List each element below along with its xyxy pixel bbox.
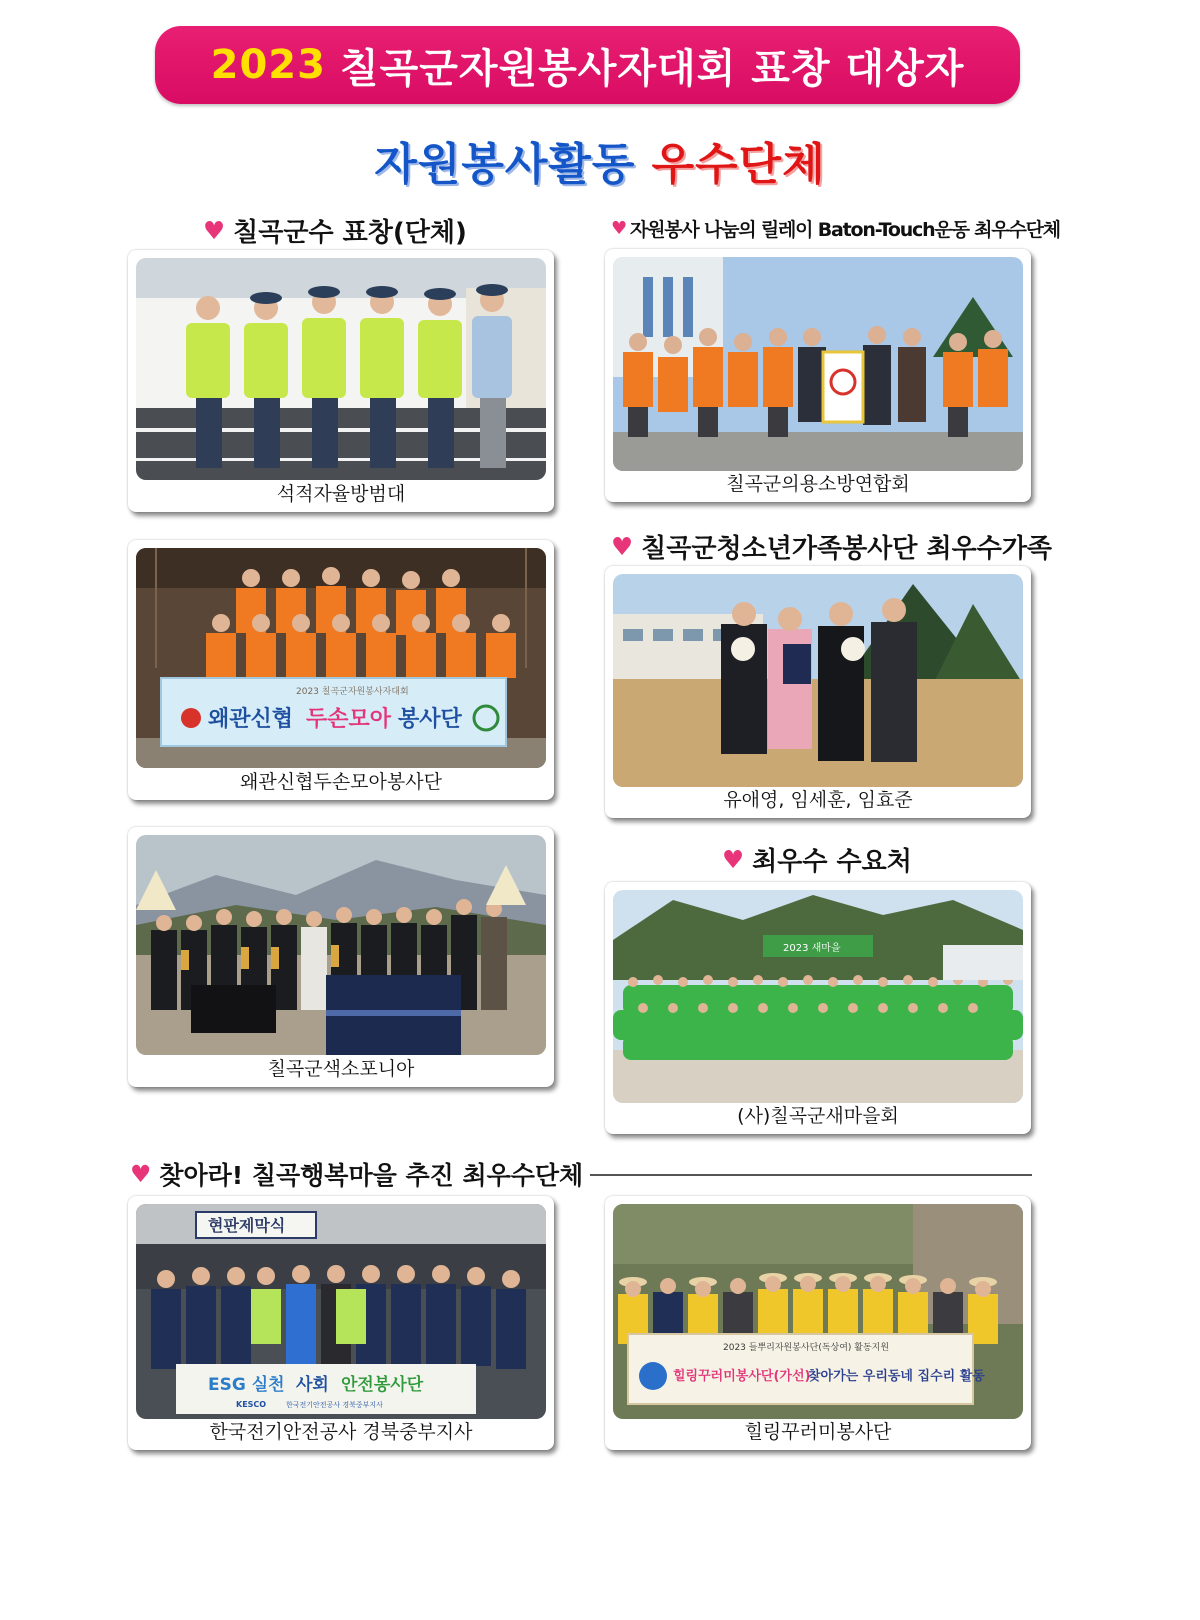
heart-icon: ♥	[611, 532, 634, 561]
group-photo	[613, 1204, 1023, 1419]
banner-text-2: 두손모아	[306, 707, 392, 732]
banner-text-3: 봉사단	[398, 707, 462, 732]
banner-text-1: 왜관신협	[208, 707, 294, 732]
heart-icon: ♥	[130, 1160, 152, 1188]
title-year: 2023	[210, 42, 326, 88]
heading-youth-family	[611, 528, 1052, 565]
banner-text-2: 찾아가는 우리동네 집수리 활동	[808, 1369, 985, 1384]
kesco-org: 한국전기안전공사 경북중부지사	[286, 1401, 383, 1409]
photo-card	[128, 250, 554, 512]
heading-county-award	[203, 212, 467, 249]
photo-caption: 석적자율방범대	[276, 483, 406, 505]
photo-caption: 한국전기안전공사 경북중부지사	[209, 1421, 473, 1443]
photo-caption: 칠곡군색소포니아	[267, 1058, 415, 1080]
kesco-logo: KESCO	[236, 1400, 267, 1409]
subtitle-part1: 자원봉사활동	[374, 139, 636, 190]
banner-top-text: 2023 들뿌리자원봉사단(독상여) 활동지원	[723, 1343, 890, 1353]
photo-caption: 왜관신협두손모아봉사단	[240, 771, 442, 793]
photo-card	[605, 566, 1031, 818]
banner-top-text: 2023 칠곡군자원봉사자대회	[296, 687, 409, 697]
group-photo	[136, 548, 546, 768]
photo-caption: 유애영, 임세훈, 임효준	[723, 789, 913, 811]
group-photo	[136, 1204, 546, 1419]
subtitle-part2: 우수단체	[651, 139, 826, 190]
photo-caption: 칠곡군의용소방연합회	[726, 473, 910, 495]
heading-happy-village	[130, 1156, 583, 1192]
photo-card	[128, 827, 554, 1087]
heart-icon: ♥	[722, 845, 745, 874]
heading-text: 자원봉사 나눔의 릴레이 Baton-Touch운동 최우수단체	[629, 219, 1060, 241]
saemaul-banner-text: 2023 새마을	[783, 943, 841, 954]
photo-caption: 힐링꾸러미봉사단	[744, 1421, 892, 1443]
heading-text: 최우수 수요처	[752, 847, 912, 877]
photo-card	[128, 540, 554, 800]
title-text: 칠곡군자원봉사자대회 표창 대상자	[339, 45, 965, 92]
banner-text-2: 사회	[296, 1375, 329, 1395]
heart-icon: ♥	[203, 216, 226, 245]
photo-caption: (사)칠곡군새마을회	[737, 1105, 899, 1127]
photo-card	[605, 882, 1031, 1134]
heart-icon: ♥	[611, 218, 626, 239]
heading-text: 칠곡군수 표창(단체)	[233, 218, 467, 248]
title-banner	[155, 26, 1020, 104]
banner-text-1: 힐링꾸러미봉사단(가선)	[673, 1369, 811, 1384]
banner-text-1: ESG 실천	[208, 1375, 285, 1395]
group-photo	[136, 835, 546, 1055]
sign-text: 현판제막식	[208, 1216, 286, 1235]
group-photo	[136, 258, 546, 480]
group-photo	[613, 574, 1023, 787]
heading-best-recipient	[722, 841, 912, 878]
section-divider	[590, 1174, 1032, 1176]
banner-text-3: 안전봉사단	[341, 1375, 424, 1395]
heading-text: 칠곡군청소년가족봉사단 최우수가족	[641, 534, 1053, 564]
group-photo	[613, 890, 1023, 1103]
subtitle	[0, 128, 1200, 192]
heading-baton-touch	[611, 215, 1060, 242]
photo-card	[128, 1196, 554, 1450]
photo-card	[605, 1196, 1031, 1450]
photo-card	[605, 249, 1031, 502]
heading-text: 찾아라! 칠곡행복마을 추진 최우수단체	[159, 1161, 584, 1190]
group-photo	[613, 257, 1023, 471]
